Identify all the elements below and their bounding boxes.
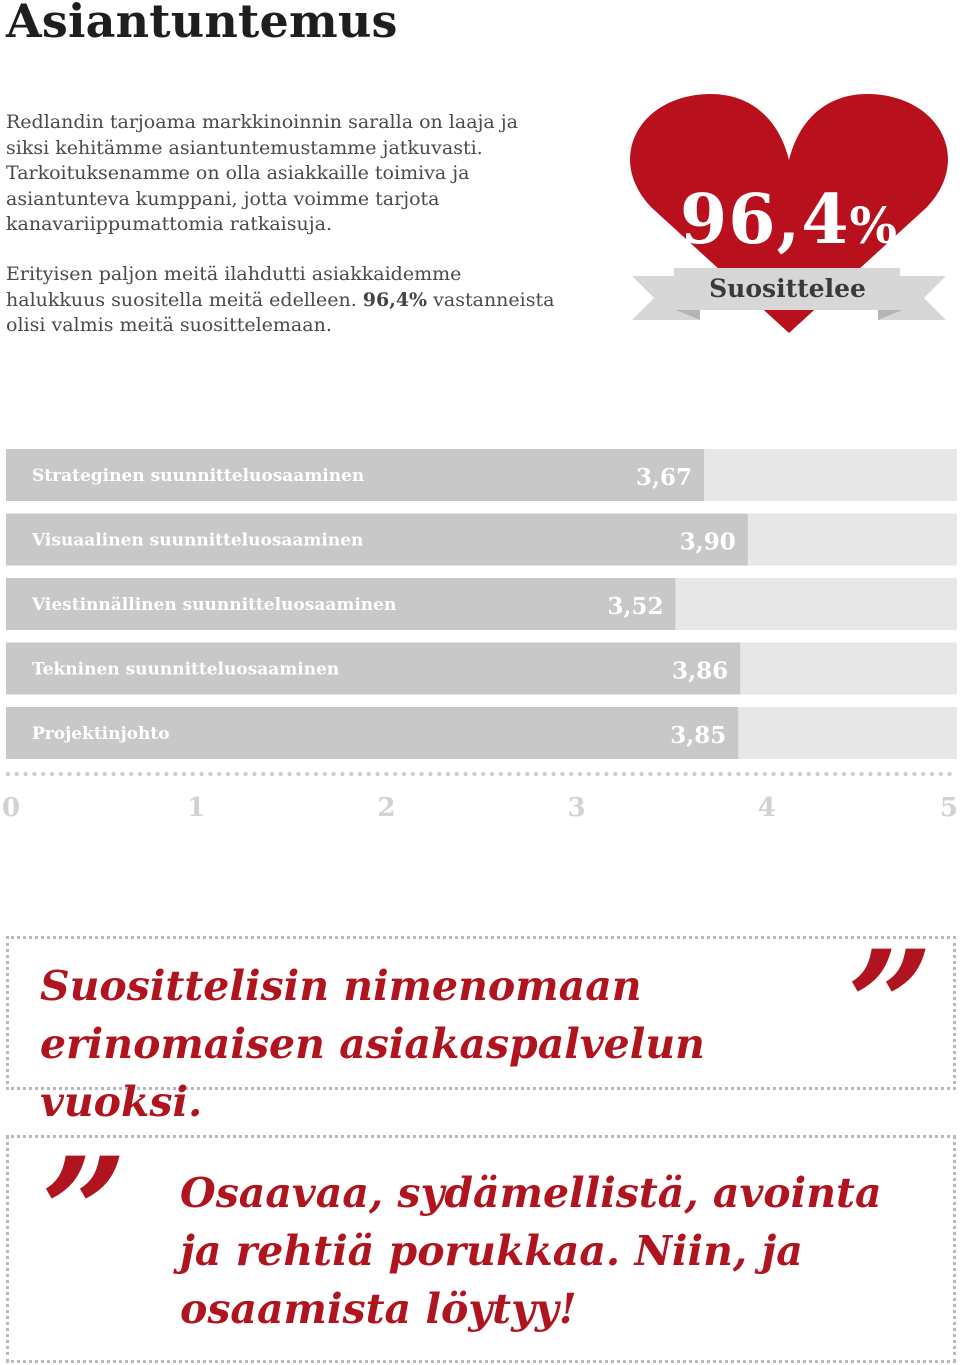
page-title: Asiantuntemus (6, 0, 398, 48)
axis-dot (472, 772, 476, 776)
axis-dot (32, 772, 36, 776)
axis-dot (446, 772, 450, 776)
axis-dot (208, 772, 212, 776)
axis-dot (384, 772, 388, 776)
axis-dot (683, 772, 687, 776)
axis-dot (868, 772, 872, 776)
axis-dot (912, 772, 916, 776)
x-tick-label: 1 (187, 793, 206, 823)
bar-value-label: 3,86 (672, 657, 729, 685)
axis-dot (182, 772, 186, 776)
axis-dot (745, 772, 749, 776)
axis-dot (780, 772, 784, 776)
axis-dot (120, 772, 124, 776)
bar-value-label: 3,85 (670, 722, 727, 749)
axis-dot (59, 772, 63, 776)
axis-dot (367, 772, 371, 776)
axis-dot (895, 772, 899, 776)
axis-dot (666, 772, 670, 776)
axis-dot (164, 772, 168, 776)
axis-dot (648, 772, 652, 776)
axis-dot (15, 772, 19, 776)
axis-dot (393, 772, 397, 776)
axis-dot (235, 772, 239, 776)
recommendation-badge (630, 88, 948, 338)
recommend-percentage (630, 180, 948, 260)
bar-category-label: Viestinnällinen suunnitteluosaaminen (32, 595, 397, 615)
axis-dot (402, 772, 406, 776)
axis-dot (419, 772, 423, 776)
axis-dot (94, 772, 98, 776)
bar-category-label: Tekninen suunnitteluosaaminen (32, 659, 340, 680)
axis-dot (560, 772, 564, 776)
axis-dot (798, 772, 802, 776)
axis-dot (543, 772, 547, 776)
axis-dot (358, 772, 362, 776)
bar-value-label: 3,52 (607, 593, 664, 620)
bar-value-label: 3,67 (636, 464, 693, 491)
x-tick-label: 4 (757, 793, 776, 823)
axis-dot (481, 772, 485, 776)
axis-dot (499, 772, 503, 776)
intro-text-2-start: Erityisen paljon meitä ilahdutti asiakkaidemme halukkuus suositella meitä edelleen. (6, 263, 462, 311)
axis-dot (807, 772, 811, 776)
quote-box-1 (6, 918, 956, 1126)
axis-dot (287, 772, 291, 776)
axis-dot (349, 772, 353, 776)
axis-dot (191, 772, 195, 776)
axis-dot (675, 772, 679, 776)
bar-category-label: Strateginen suunnitteluosaaminen (32, 466, 365, 486)
axis-dot (604, 772, 608, 776)
competence-bar-chart (0, 440, 960, 840)
x-tick-label: 3 (567, 793, 586, 823)
axis-dot (103, 772, 107, 776)
axis-dot (833, 772, 837, 776)
quote-text-2: Osaavaa, sydämellistä, avointa ja rehtiä porukkaa. Niin, ja osaamista löytyy! (180, 1169, 882, 1333)
axis-dot (824, 772, 828, 776)
axis-dot (41, 772, 45, 776)
axis-dot (771, 772, 775, 776)
bar-category-label: Visuaalinen suunnitteluosaaminen (32, 530, 364, 551)
axis-dot (455, 772, 459, 776)
x-tick-label: 2 (377, 793, 396, 823)
axis-dot (851, 772, 855, 776)
axis-dot (710, 772, 714, 776)
axis-dot (270, 772, 274, 776)
quote-mark-icon: ” (847, 918, 934, 1094)
recommend-percent-sign: % (849, 196, 899, 255)
axis-dot (516, 772, 520, 776)
axis-dot (939, 772, 943, 776)
axis-dot (903, 772, 907, 776)
axis-dot (859, 772, 863, 776)
axis-dot (217, 772, 221, 776)
axis-dot (692, 772, 696, 776)
axis-dot (279, 772, 283, 776)
axis-dot (886, 772, 890, 776)
axis-dot (569, 772, 573, 776)
axis-dot (199, 772, 203, 776)
axis-dot (551, 772, 555, 776)
axis-dot (314, 772, 318, 776)
axis-dot (226, 772, 230, 776)
intro-text-2-end: vastanneista olisi valmis meitä suosittelemaan. (6, 288, 555, 336)
axis-dot (67, 772, 71, 776)
axis-dot (375, 772, 379, 776)
bar-category-label: Projektinjohto (32, 724, 170, 744)
axis-dot (138, 772, 142, 776)
axis-dot (428, 772, 432, 776)
axis-dot (789, 772, 793, 776)
axis-dot (261, 772, 265, 776)
axis-dot (243, 772, 247, 776)
axis-dot (85, 772, 89, 776)
axis-dot (6, 772, 10, 776)
axis-dot (50, 772, 54, 776)
x-tick-label: 5 (939, 793, 958, 823)
axis-dot (296, 772, 300, 776)
axis-dot (173, 772, 177, 776)
axis-dot (147, 772, 151, 776)
axis-dot (719, 772, 723, 776)
axis-dot (305, 772, 309, 776)
axis-dot (622, 772, 626, 776)
quote-text-1: Suosittelisin nimenomaan erinomaisen asiakaspalvelun vuoksi. (40, 962, 705, 1126)
recommend-label: Suosittelee (709, 274, 866, 303)
x-tick-label: 0 (2, 793, 21, 823)
axis-dot (595, 772, 599, 776)
axis-dot (525, 772, 529, 776)
axis-dot (23, 772, 27, 776)
axis-dot (763, 772, 767, 776)
axis-dot (815, 772, 819, 776)
axis-dot (727, 772, 731, 776)
axis-dot (129, 772, 133, 776)
axis-dot (331, 772, 335, 776)
intro-text-2 (6, 262, 566, 339)
axis-dot (411, 772, 415, 776)
axis-dot (437, 772, 441, 776)
axis-dot (76, 772, 80, 776)
axis-dot (323, 772, 327, 776)
quote-box-2 (6, 1125, 956, 1363)
axis-dot (155, 772, 159, 776)
axis-dot (842, 772, 846, 776)
axis-dot (631, 772, 635, 776)
axis-dot (252, 772, 256, 776)
quote-mark-icon: ” (41, 1125, 128, 1301)
axis-dot (578, 772, 582, 776)
axis-dot (657, 772, 661, 776)
axis-dot (736, 772, 740, 776)
intro-paragraph-2 (6, 262, 566, 339)
axis-dot (534, 772, 538, 776)
axis-dot (877, 772, 881, 776)
axis-dot (930, 772, 934, 776)
axis-dot (463, 772, 467, 776)
intro-paragraph-1 (6, 110, 566, 238)
axis-dot (639, 772, 643, 776)
axis-dot (340, 772, 344, 776)
bar-chart-svg (0, 440, 960, 840)
axis-dot (613, 772, 617, 776)
intro-highlight-percent: 96,4% (362, 288, 428, 311)
axis-dot (754, 772, 758, 776)
axis-dot (490, 772, 494, 776)
axis-dot (111, 772, 115, 776)
axis-dot (947, 772, 951, 776)
axis-dot (507, 772, 511, 776)
bar-value-label: 3,90 (679, 528, 736, 556)
axis-dot (701, 772, 705, 776)
axis-dot (587, 772, 591, 776)
recommend-value: 96,4 (679, 180, 850, 260)
intro-text-1: Redlandin tarjoama markkinoinnin saralla on laaja ja siksi kehitämme asiantuntemustamme jatkuvasti. Tarkoituksenamme on olla asiakkaille toimiva ja asiantunteva kumppani, jotta voimme tarjota kanavariippumattomia ratkaisuja. (6, 111, 518, 235)
axis-dot (921, 772, 925, 776)
